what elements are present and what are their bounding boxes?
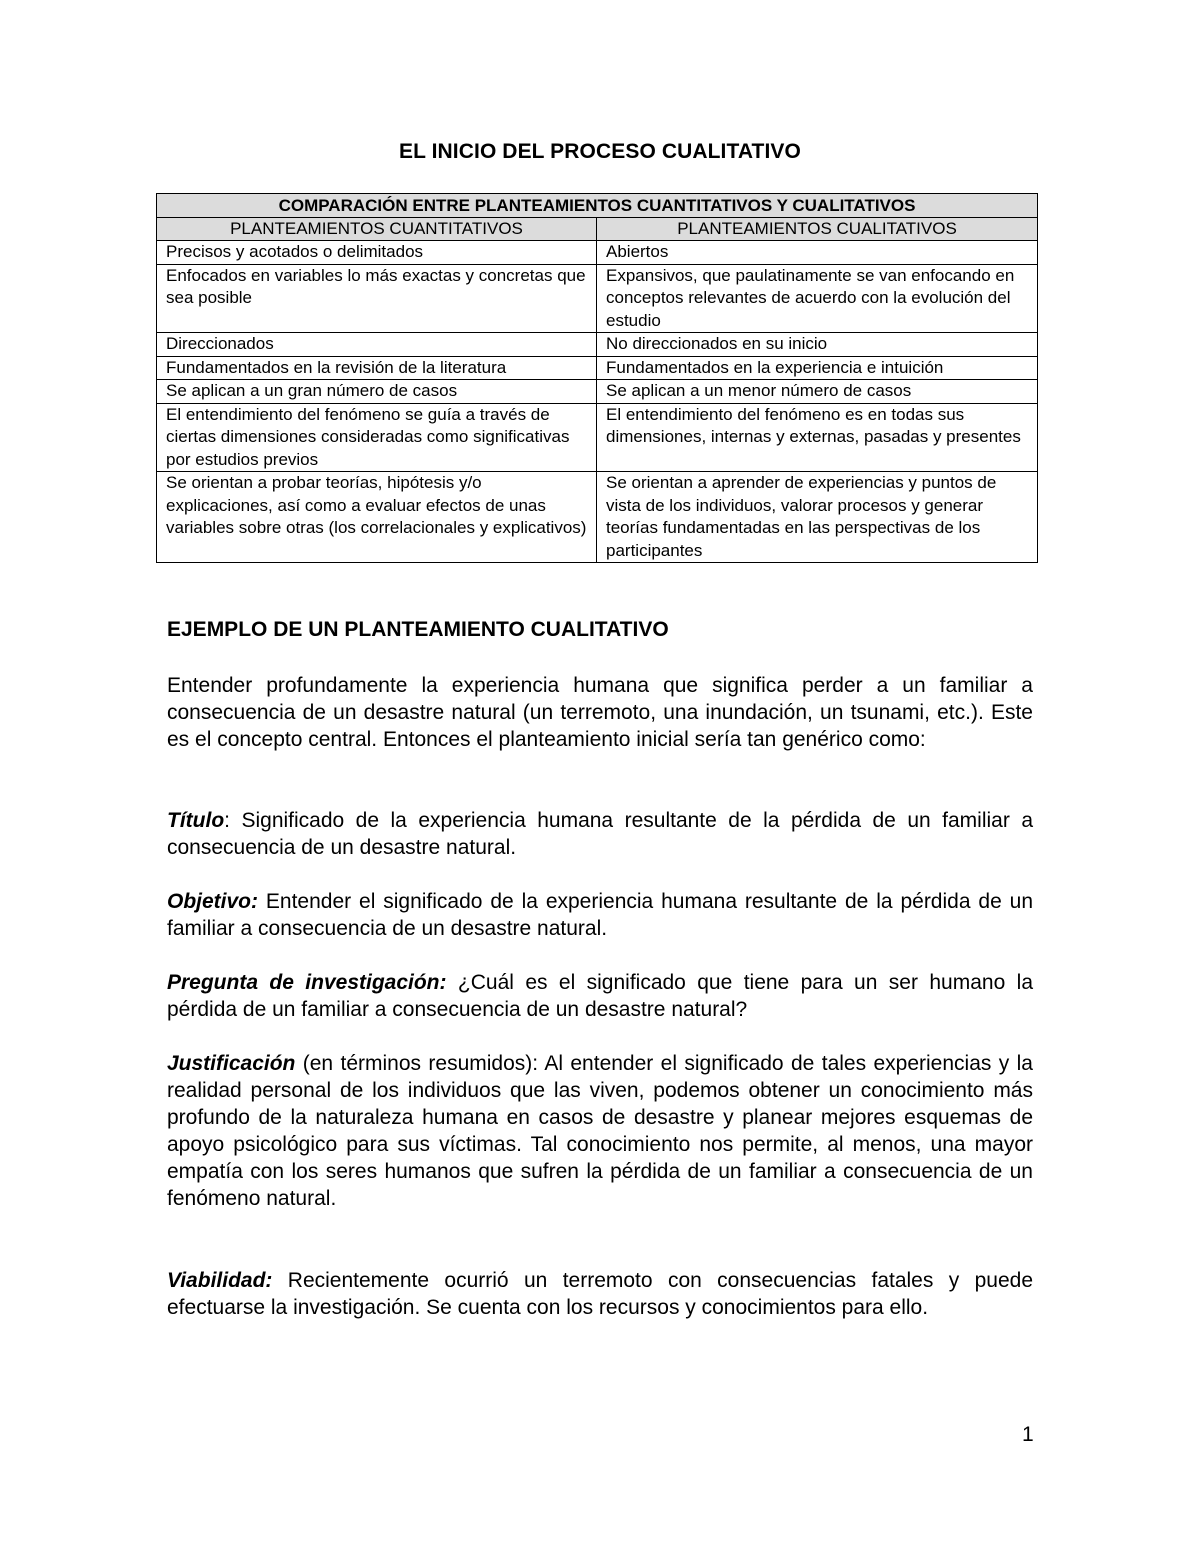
justificacion-text: (en términos resumidos): Al entender el significado de tales experiencias y la realidad personal de los individuos que las viven, podemos obtener un conocimiento más profundo de la naturaleza humana en casos de desastre y planear mejores esquemas de apoyo psicológico para sus víctimas. Tal conocimiento nos permite, al menos, una mayor empatía con los seres humanos que sufren la pérdida de un familiar a consecuencia de un fenómeno natural. (167, 1052, 1033, 1210)
section-heading: EJEMPLO DE UN PLANTEAMIENTO CUALITATIVO (167, 618, 669, 641)
column-header-qualitative: PLANTEAMIENTOS CUALITATIVOS (597, 218, 1038, 241)
column-header-quantitative: PLANTEAMIENTOS CUANTITATIVOS (157, 218, 597, 241)
table-caption-row (157, 194, 1038, 218)
table-row (157, 264, 1038, 333)
table-cell: Fundamentados en la revisión de la literatura (157, 356, 597, 380)
table-header-row (157, 218, 1038, 241)
viabilidad-paragraph (167, 1267, 1033, 1321)
table-row (157, 333, 1038, 357)
table-cell: Se aplican a un gran número de casos (157, 380, 597, 404)
pregunta-text: ¿Cuál es el significado que tiene para un ser humano la pérdida de un familiar a consecuencia de un desastre natural? (167, 971, 1033, 1021)
table-cell: Precisos y acotados o delimitados (157, 241, 597, 265)
justificacion-paragraph (167, 1050, 1033, 1212)
table-row (157, 380, 1038, 404)
intro-paragraph: Entender profundamente la experiencia humana que significa perder a un familiar a consecuencia de un desastre natural (un terremoto, una inundación, un tsunami, etc.). Este es el concepto central. Entonces el planteamiento inicial sería tan genérico como: (167, 674, 1033, 751)
viabilidad-text: Recientemente ocurrió un terremoto con consecuencias fatales y puede efectuarse la investigación. Se cuenta con los recursos y conocimientos para ello. (167, 1269, 1033, 1319)
table-cell: El entendimiento del fenómeno se guía a través de ciertas dimensiones consideradas como significativas por estudios previos (157, 403, 597, 472)
table-row (157, 356, 1038, 380)
table-cell: Direccionados (157, 333, 597, 357)
table-cell: Se aplican a un menor número de casos (597, 380, 1038, 404)
table-row (157, 241, 1038, 265)
pregunta-label: Pregunta de investigación: (167, 971, 447, 994)
table-caption: COMPARACIÓN ENTRE PLANTEAMIENTOS CUANTITATIVOS Y CUALITATIVOS (157, 194, 1038, 218)
table-cell: Enfocados en variables lo más exactas y concretas que sea posible (157, 264, 597, 333)
table-row (157, 403, 1038, 472)
titulo-paragraph (167, 807, 1033, 861)
page-title: EL INICIO DEL PROCESO CUALITATIVO (399, 140, 801, 163)
table-row (157, 472, 1038, 563)
table-cell: Se orientan a aprender de experiencias y puntos de vista de los individuos, valorar procesos y generar teorías fundamentadas en las perspectivas de los participantes (597, 472, 1038, 563)
viabilidad-label: Viabilidad: (167, 1269, 273, 1292)
justificacion-label: Justificación (167, 1052, 296, 1075)
table-cell: Expansivos, que paulatinamente se van enfocando en conceptos relevantes de acuerdo con la evolución del estudio (597, 264, 1038, 333)
table-cell: No direccionados en su inicio (597, 333, 1038, 357)
titulo-label: Título (167, 809, 225, 832)
table-cell: Se orientan a probar teorías, hipótesis y/o explicaciones, así como a evaluar efectos de unas variables sobre otras (los correlacionales y explicativos) (157, 472, 597, 563)
pregunta-paragraph (167, 969, 1033, 1023)
titulo-text: : Significado de la experiencia humana resultante de la pérdida de un familiar a consecuencia de un desastre natural. (167, 809, 1033, 859)
table-cell: El entendimiento del fenómeno es en todas sus dimensiones, internas y externas, pasadas y presentes (597, 403, 1038, 472)
table-cell: Fundamentados en la experiencia e intuición (597, 356, 1038, 380)
comparison-table (156, 193, 1038, 563)
page-number: 1 (1022, 1423, 1034, 1446)
objetivo-paragraph (167, 888, 1033, 942)
objetivo-text: Entender el significado de la experiencia humana resultante de la pérdida de un familiar a consecuencia de un desastre natural. (167, 890, 1033, 940)
table-cell: Abiertos (597, 241, 1038, 265)
objetivo-label: Objetivo: (167, 890, 259, 913)
